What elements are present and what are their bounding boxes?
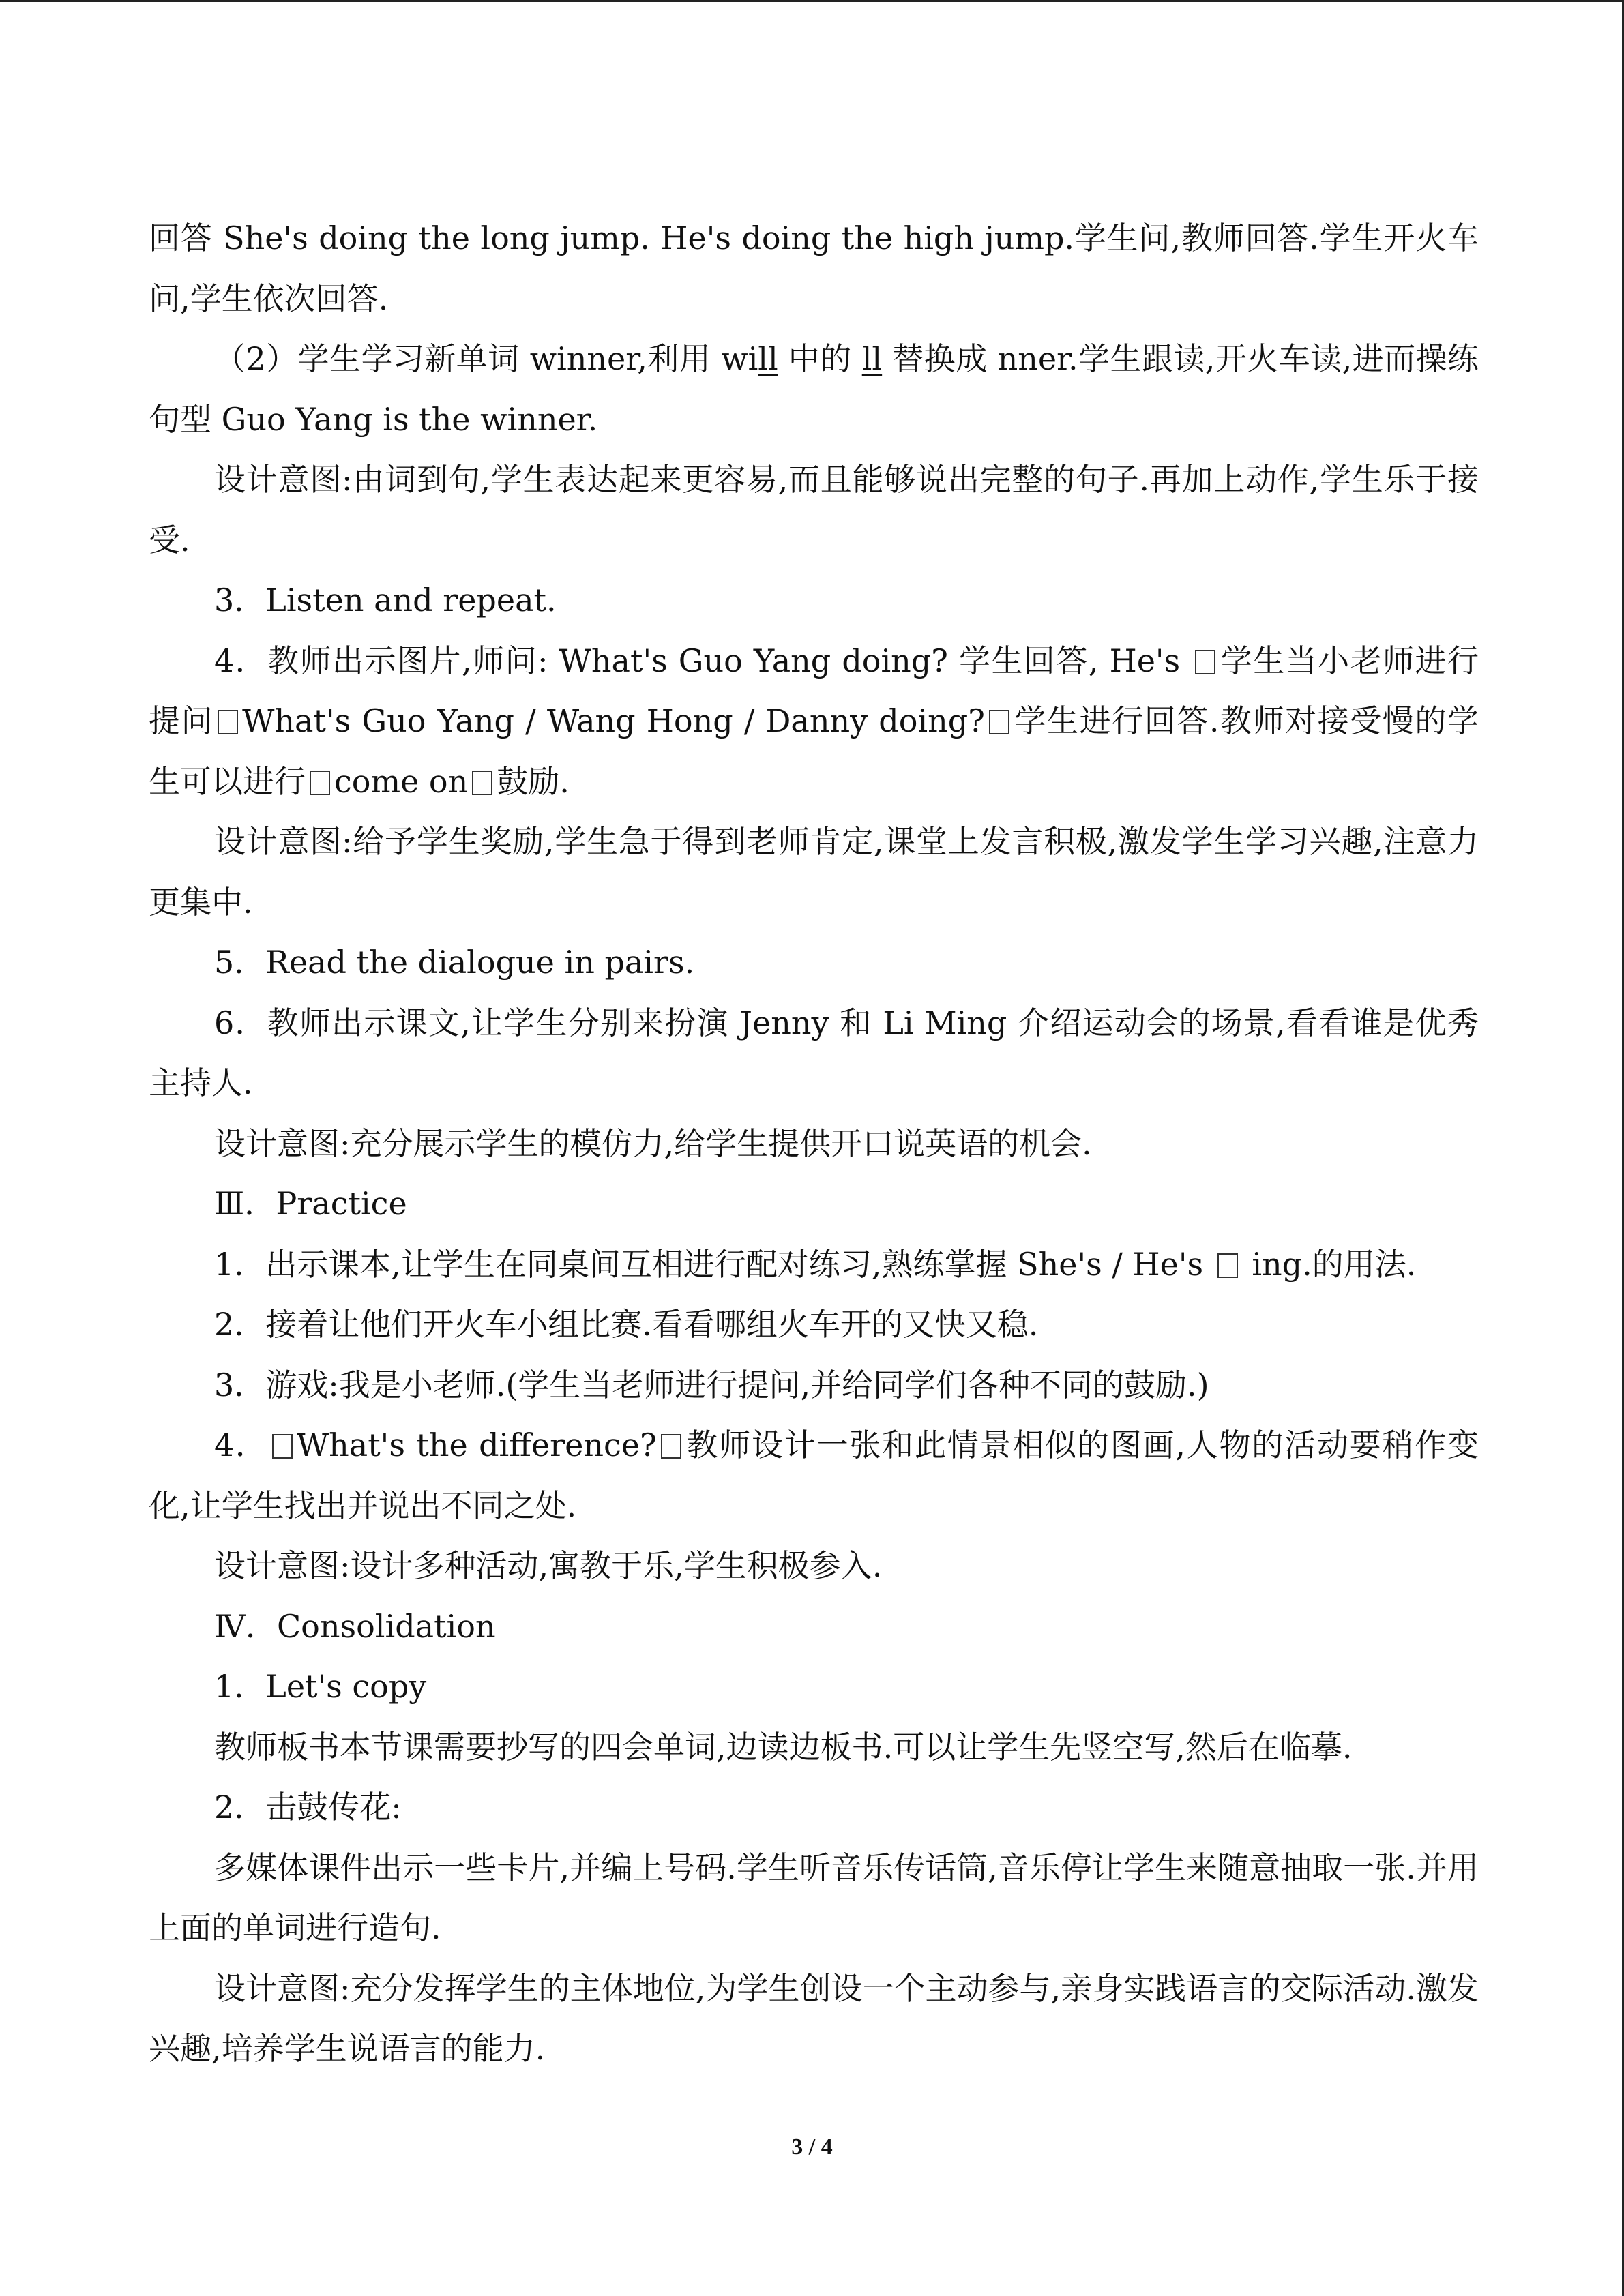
section-practice-heading xyxy=(149,1174,1479,1234)
text-line: come on xyxy=(334,762,469,800)
text-line: 设计意图:充分展示学生的模仿力,给学生提供开口说英语的机会. xyxy=(214,1124,1092,1162)
paragraph-design-intent-3 xyxy=(149,1114,1479,1174)
text-line: 1．出示课本,让学生在同桌间互相进行配对练习,熟练掌握 She's / He's xyxy=(214,1245,1213,1283)
text-line: Ⅳ．Consolidation xyxy=(214,1607,496,1645)
practice-step-1 xyxy=(149,1234,1479,1295)
text-line: What's Guo Yang / Wang Hong / Danny doing? xyxy=(242,702,985,739)
missing-glyph-box xyxy=(310,771,330,795)
paragraph-winner xyxy=(149,329,1479,449)
text-line: 3．Listen and repeat. xyxy=(214,582,557,618)
paragraph-design-intent-4 xyxy=(149,1536,1479,1596)
practice-step-2 xyxy=(149,1294,1479,1355)
page-number: 3 / 4 xyxy=(791,2134,833,2160)
text-line: 教师板书本节课需要抄写的四会单词,边读边板书.可以让学生先竖空写,然后在临摹. xyxy=(214,1728,1353,1765)
missing-glyph-box xyxy=(661,1434,681,1459)
text-line: Ⅲ．Practice xyxy=(214,1185,407,1222)
text-line: 教师设计一张和此情景相似的图画,人物的活动要稍作变化,让学生找出并说出不同之处. xyxy=(149,1427,1479,1524)
text-line: 鼓励. xyxy=(497,762,570,800)
missing-glyph-box xyxy=(1195,650,1215,674)
paragraph-answer xyxy=(149,208,1479,329)
document-body xyxy=(149,208,1479,2079)
missing-glyph-box xyxy=(218,710,238,734)
text-line: 3．游戏:我是小老师.(学生当老师进行提问,并给同学们各种不同的鼓励.) xyxy=(214,1366,1209,1403)
text-line: What's the difference? xyxy=(296,1427,657,1463)
paragraph-multimedia-cards xyxy=(149,1838,1479,1958)
paragraph-design-intent-1 xyxy=(149,449,1479,570)
missing-glyph-box xyxy=(989,710,1009,734)
paragraph-copy-words xyxy=(149,1717,1479,1778)
text-line: 设计意图:给予学生奖励,学生急于得到老师肯定,课堂上发言积极,激发学生学习兴趣,注意力更集中. xyxy=(149,823,1479,921)
text-line: 回答 She's doing the long jump. He's doing the high jump.学生问,教师回答.学生开火车问,学生依次回答. xyxy=(149,220,1479,317)
step-show-picture xyxy=(149,631,1479,812)
text-line: 学生当小老师进行提问 xyxy=(149,642,1479,739)
text-line: 设计意图:由词到句,学生表达起来更容易,而且能够说出完整的句子.再加上动作,学生乐于接受. xyxy=(149,461,1479,558)
text-line: 多媒体课件出示一些卡片,并编上号码.学生听音乐传话筒,音乐停让学生来随意抽取一张.并用上面的单词进行造句. xyxy=(149,1849,1479,1946)
text-line: 替换成 nner.学生跟读,开火车读,进而操练句型 Guo Yang is the winner. xyxy=(149,340,1479,438)
text-line: 1．Let's copy xyxy=(214,1668,427,1705)
text-line: 设计意图:充分发挥学生的主体地位,为学生创设一个主动参与,亲身实践语言的交际活动.激发兴趣,培养学生说语言的能力. xyxy=(149,1969,1479,2067)
paragraph-design-intent-2 xyxy=(149,811,1479,932)
text-line: 2．击鼓传花: xyxy=(214,1789,402,1825)
practice-step-3 xyxy=(149,1355,1479,1416)
consolidation-step-1 xyxy=(149,1656,1479,1717)
text-line: 设计意图:设计多种活动,寓教于乐,学生积极参入. xyxy=(214,1547,883,1584)
step-listen-repeat xyxy=(149,570,1479,631)
text-line: 6．教师出示课文,让学生分别来扮演 Jenny 和 Li Ming 介绍运动会的场景,看看谁是优秀主持人. xyxy=(149,1004,1479,1101)
practice-step-4 xyxy=(149,1415,1479,1536)
text-line: 4． xyxy=(214,1427,268,1463)
missing-glyph-box xyxy=(1217,1253,1238,1278)
text-line: 2．接着让他们开火车小组比赛.看看哪组火车开的又快又稳. xyxy=(214,1306,1039,1343)
step-role-play xyxy=(149,993,1479,1114)
missing-glyph-box xyxy=(272,1434,293,1459)
top-border xyxy=(0,0,1624,2)
step-read-dialogue xyxy=(149,932,1479,993)
text-line: 5．Read the dialogue in pairs. xyxy=(214,944,695,981)
underlined-text: ll xyxy=(861,340,883,377)
section-consolidation-heading xyxy=(149,1596,1479,1657)
consolidation-step-2 xyxy=(149,1777,1479,1838)
text-line: 中的 xyxy=(778,340,862,377)
paragraph-design-intent-5 xyxy=(149,1958,1479,2079)
missing-glyph-box xyxy=(472,771,492,795)
text-line: ing.的用法. xyxy=(1241,1245,1417,1283)
underlined-text: ll xyxy=(758,340,778,377)
text-line: （2）学生学习新单词 winner,利用 wi xyxy=(214,340,758,377)
text-line: 4．教师出示图片,师问: What's Guo Yang doing? 学生回答, He's xyxy=(214,642,1192,679)
text-line: 学生进行回答.教师对接受慢的学生可以进行 xyxy=(149,702,1479,800)
